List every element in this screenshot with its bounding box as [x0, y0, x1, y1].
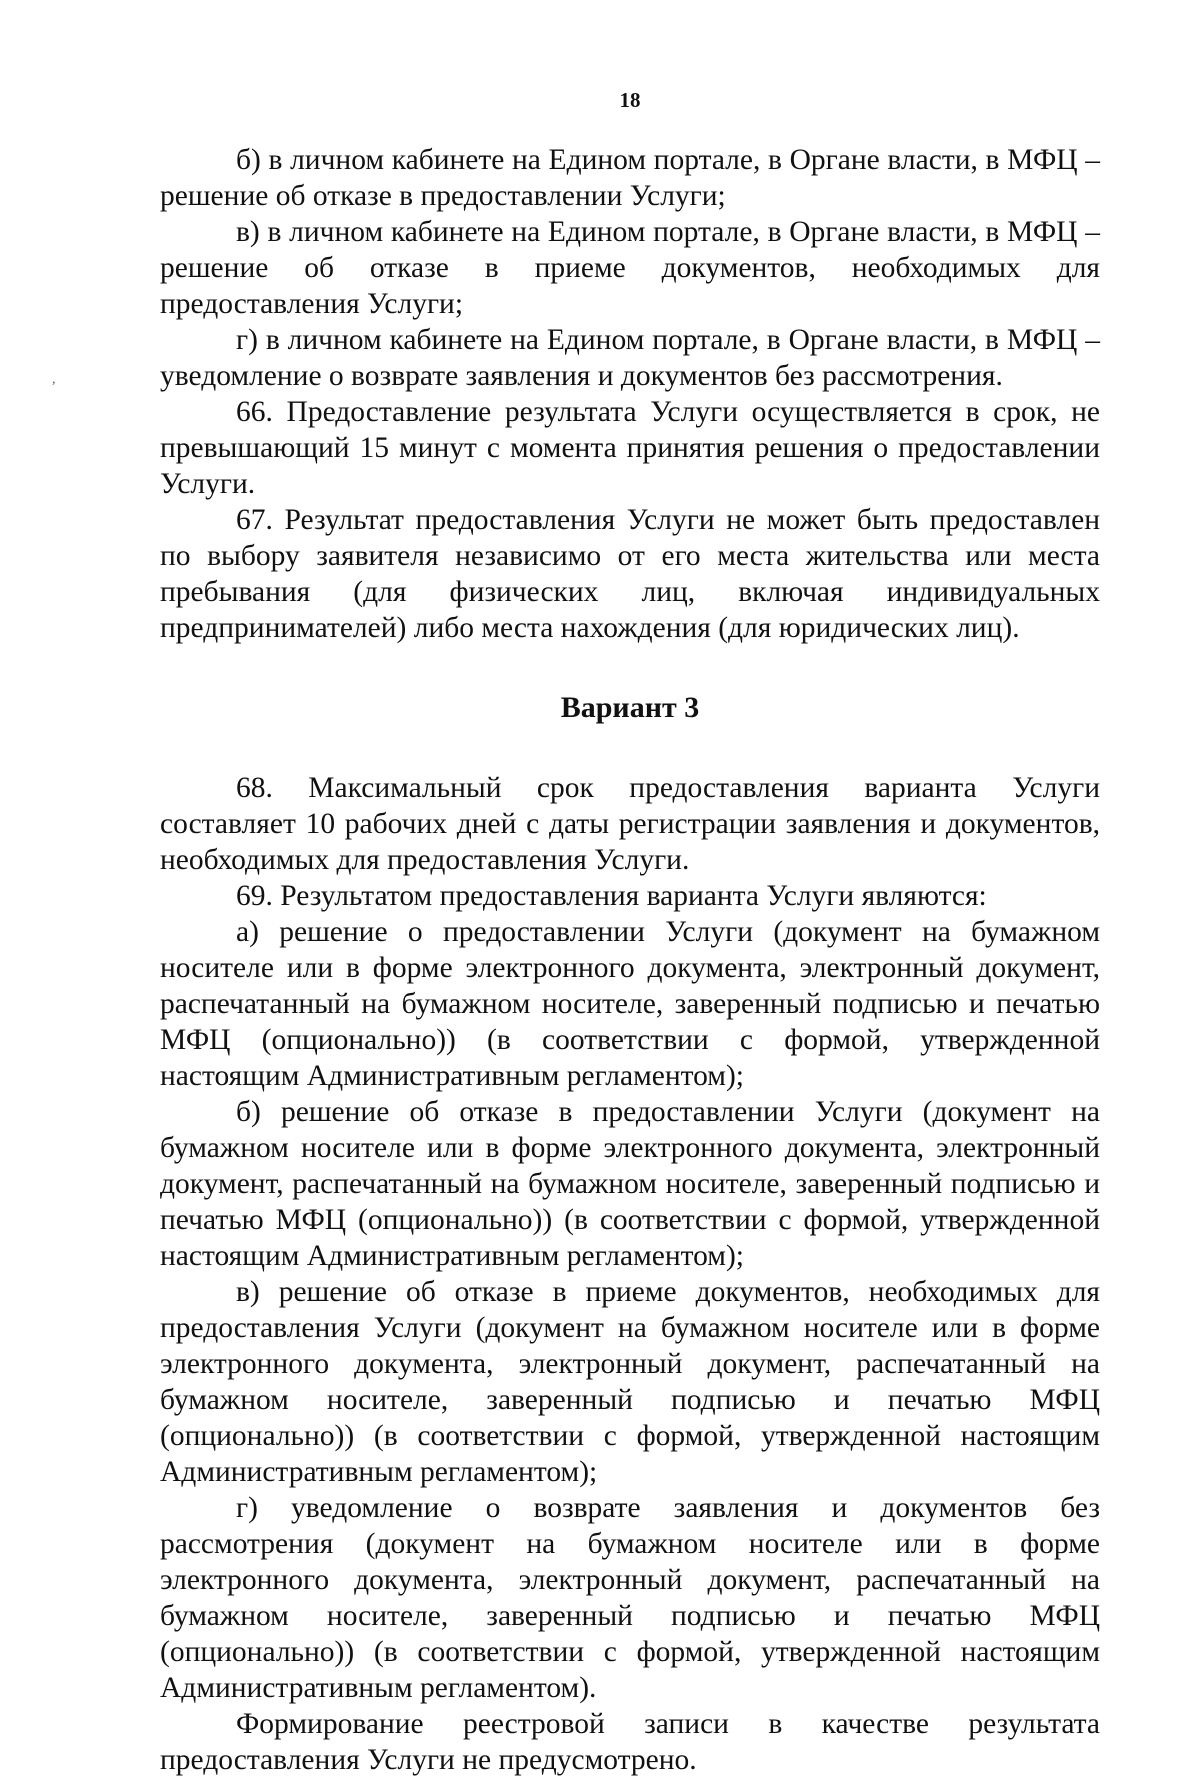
- paragraph-69: 69. Результатом предоставления варианта Услуги являются:: [236, 880, 987, 912]
- section-title: Вариант 3: [560, 691, 700, 724]
- scan-speck: ,: [52, 372, 56, 387]
- paragraph-66: 66. Предоставление результата Услуги осуществляется в срок, не превышающий 15 минут с момента принятия решения о предоставлении Услуги.: [160, 396, 1100, 500]
- paragraph-69-a: а) решение о предоставлении Услуги (документ на бумажном носителе или в форме электронного документа, электронный документ, распечатанный на бумажном носителе, заверенный подписью и печатью МФЦ (опционально)) (в соответствии с формой, утвержденной настоящим Административным регламентом);: [160, 916, 1100, 1092]
- paragraph-68: 68. Максимальный срок предоставления варианта Услуги составляет 10 рабочих дней с даты регистрации заявления и документов, необходимых для предоставления Услуги.: [160, 772, 1100, 876]
- paragraph-65-b: б) в личном кабинете на Едином портале, в Органе власти, в МФЦ – решение об отказе в предоставлении Услуги;: [160, 144, 1100, 212]
- paragraph-69-b: б) решение об отказе в предоставлении Услуги (документ на бумажном носителе или в форме электронного документа, электронный документ, распечатанный на бумажном носителе, заверенный подписью и печатью МФЦ (опционально)) (в соответствии с формой, утвержденной настоящим Административным регламентом);: [160, 1096, 1100, 1272]
- paragraph-registry-note: Формирование реестровой записи в качестве результата предоставления Услуги не предусмотрено.: [160, 1708, 1100, 1776]
- document-page: [160, 88, 1100, 1778]
- top-paragraphs: [160, 142, 1100, 646]
- bottom-paragraphs: [160, 770, 1100, 1778]
- page-number: 18: [619, 88, 641, 112]
- paragraph-67: 67. Результат предоставления Услуги не может быть предоставлен по выбору заявителя независимо от его места жительства или места пребывания (для физических лиц, включая индивидуальных предпринимателей) либо места нахождения (для юридических лиц).: [160, 504, 1100, 644]
- paragraph-69-g: г) уведомление о возврате заявления и документов без рассмотрения (документ на бумажном носителе или в форме электронного документа, электронный документ, распечатанный на бумажном носителе, заверенный подписью и печатью МФЦ (опционально)) (в соответствии с формой, утвержденной настоящим Административным регламентом).: [160, 1492, 1100, 1704]
- paragraph-65-g: г) в личном кабинете на Едином портале, в Органе власти, в МФЦ – уведомление о возврате заявления и документов без рассмотрения.: [160, 324, 1100, 392]
- paragraph-65-v: в) в личном кабинете на Едином портале, в Органе власти, в МФЦ – решение об отказе в приеме документов, необходимых для предоставления Услуги;: [160, 216, 1100, 320]
- paragraph-69-v: в) решение об отказе в приеме документов, необходимых для предоставления Услуги (документ на бумажном носителе или в форме электронного документа, электронный документ, распечатанный на бумажном носителе, заверенный подписью и печатью МФЦ (опционально)) (в соответствии с формой, утвержденной настоящим Административным регламентом);: [160, 1276, 1100, 1488]
